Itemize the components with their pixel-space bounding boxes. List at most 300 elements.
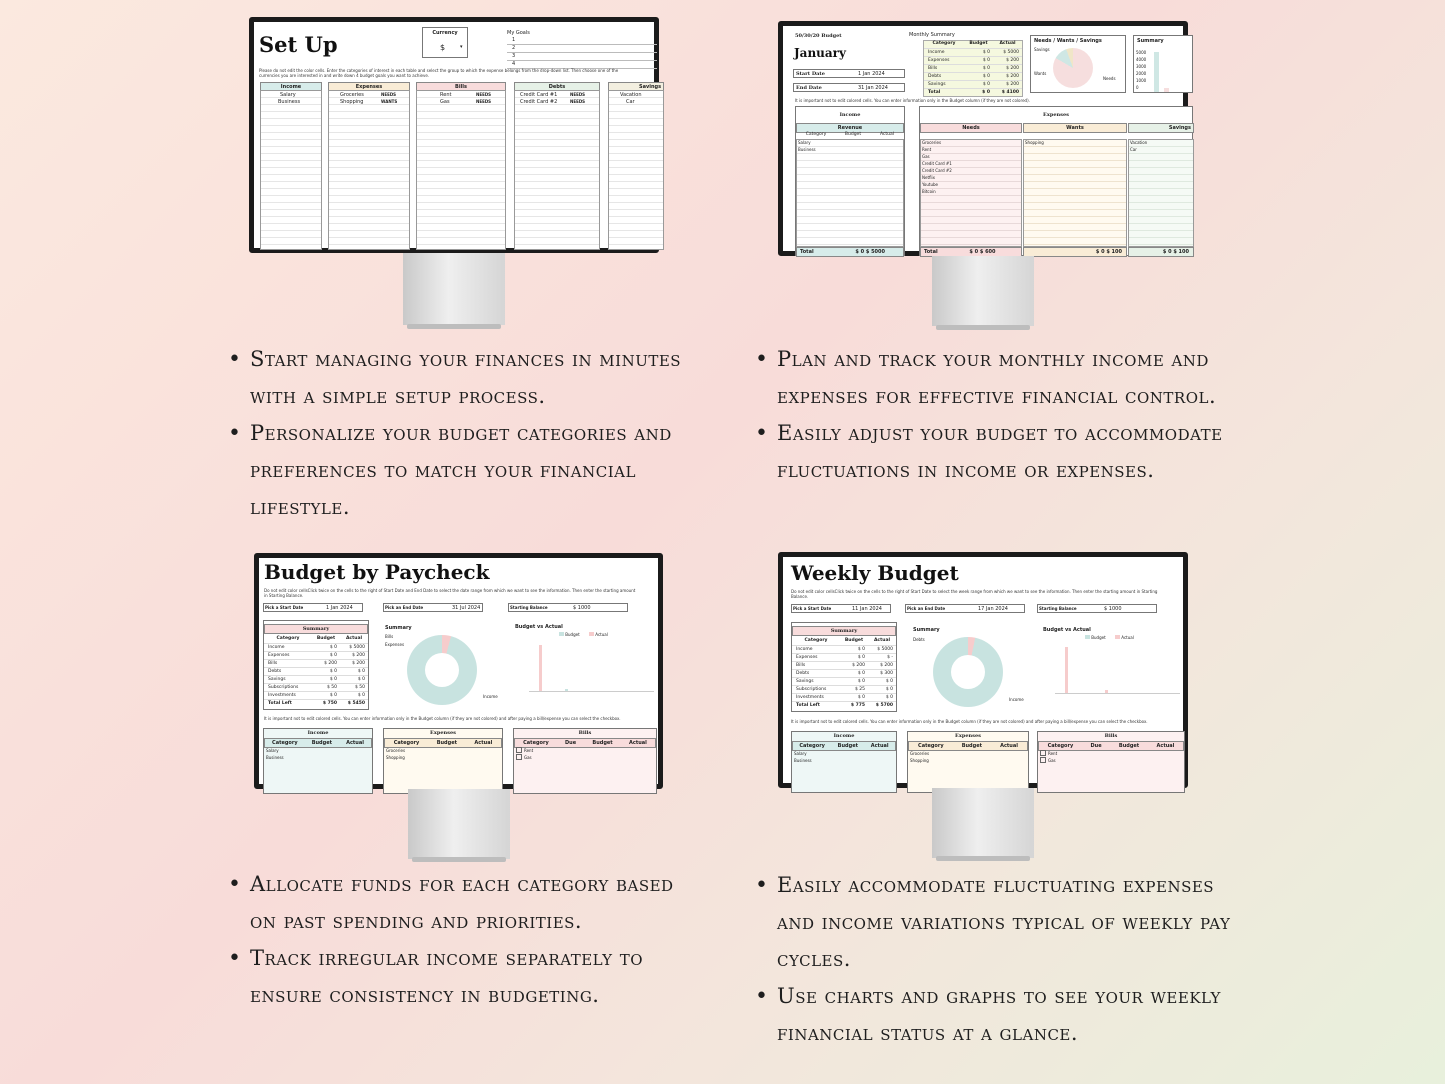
needs-item: Rent [922, 147, 932, 152]
summary-cell: $ 200 [880, 663, 893, 668]
col-header: Actual [879, 132, 895, 137]
summary-cell: Total Left [796, 703, 820, 708]
donut-label: Income [1009, 697, 1024, 702]
total-value: $ 0 $ 5000 [855, 249, 885, 255]
end-date-value[interactable]: 31 Jan 2024 [858, 85, 888, 91]
col-header: Actual [628, 740, 647, 746]
summary-row [792, 693, 896, 701]
col-header: Actual [999, 41, 1016, 46]
total-value: $ 0 $ 600 [969, 249, 996, 255]
income-item: Salary [798, 140, 811, 145]
summary-title: Summary [792, 626, 896, 636]
col-header: Budget [316, 636, 336, 641]
bills-table-headers [1038, 741, 1184, 751]
summary-row [924, 80, 1022, 88]
income-table-title: Income [833, 733, 855, 739]
summary-header-row [264, 636, 368, 641]
summary-rows [924, 48, 1022, 96]
summary-cell: $ 0 [857, 695, 865, 700]
goal-row[interactable]: 2 [507, 45, 657, 53]
start-date-label: Pick a Start Date [265, 605, 304, 610]
income-table[interactable] [260, 90, 322, 250]
summary-cell: Bills [928, 66, 938, 71]
bills-table-headers [514, 738, 656, 748]
group-tag[interactable]: NEEDS [570, 92, 586, 97]
summary-row [264, 699, 368, 707]
currency-label: Currency [432, 30, 458, 36]
summary-cell: Income [796, 647, 813, 652]
summary-cell: $ - [887, 655, 893, 660]
weekly-screen [778, 552, 1188, 788]
total-label: Total [800, 249, 814, 255]
col-header: Category [805, 132, 827, 137]
expenses-table [383, 728, 503, 794]
goal-row[interactable]: 1 [507, 37, 657, 45]
summary-cell: $ 5000 [877, 647, 893, 652]
summary-cell: $ 5450 [347, 701, 365, 706]
col-header: Actual [346, 740, 364, 746]
currency-box[interactable] [422, 27, 468, 58]
end-date-row[interactable] [793, 83, 905, 92]
summary-cell: Total Left [268, 701, 292, 706]
bill-checkbox[interactable] [1040, 757, 1046, 763]
summary-row [792, 645, 896, 653]
income-rows[interactable] [796, 139, 904, 247]
bills-table-title: Bills [578, 730, 592, 736]
debts-table-header: Debts [514, 82, 600, 92]
summary-row [264, 683, 368, 691]
col-header: Category [1047, 743, 1074, 749]
starting-balance-row[interactable] [1037, 604, 1157, 613]
summary-cell: $ 0 [329, 677, 337, 682]
monitor-stand [932, 256, 1034, 326]
summary-header-row [792, 638, 896, 643]
summary-cell: Savings [796, 679, 814, 684]
end-date-label: End Date [796, 85, 822, 91]
month-title: January [794, 46, 846, 60]
table-item: Salary [280, 92, 296, 98]
income-table [263, 728, 373, 794]
col-header: Category [272, 740, 298, 746]
summary-cell: $ 0 [982, 74, 990, 79]
legend-actual [589, 632, 608, 637]
group-tag[interactable]: NEEDS [570, 99, 586, 104]
bullet-item: • Personalize your budget categories and preferences to match your financial lifestyle. [230, 415, 700, 526]
col-header: Budget [969, 41, 988, 46]
axis-tick-label: 4000 [1136, 57, 1147, 62]
monitor-base [412, 857, 506, 862]
summary-cell: $ 0 [982, 82, 990, 87]
summary-cell: Debts [268, 669, 282, 674]
summary-row [792, 669, 896, 677]
summary-row [924, 48, 1022, 56]
summary-row [924, 72, 1022, 80]
group-tag[interactable]: WANTS [381, 99, 398, 104]
summary-cell: $ 200 [852, 663, 865, 668]
needs-item: Gas [922, 154, 930, 159]
starting-balance-row[interactable] [508, 603, 628, 612]
bar-income-actual [539, 645, 542, 691]
bullet-item: • Allocate funds for each category based on past spending and priorities. [230, 866, 700, 940]
legend-swatch [1115, 635, 1120, 639]
summary-cell: Savings [928, 82, 946, 87]
bill-checkbox[interactable] [516, 747, 522, 753]
table-item: Rent [440, 92, 452, 98]
axis-tick-label: 0 [1136, 85, 1139, 90]
summary-cell: Debts [928, 74, 942, 79]
income-item: Salary [266, 748, 279, 753]
summary-table [263, 620, 369, 710]
income-block [795, 106, 905, 256]
bills-item: Gas [524, 755, 532, 760]
summary-cell: $ 0 [885, 695, 893, 700]
summary-rows [792, 645, 896, 709]
expenses-table [907, 731, 1029, 793]
axis-tick-label: 3000 [1136, 64, 1147, 69]
table-item: Shopping [340, 99, 364, 105]
needs-item: Credit Card #1 [922, 161, 952, 166]
savings-header: Savings [1128, 123, 1194, 133]
col-header: Budget [311, 740, 332, 746]
donut-label: Expenses [385, 642, 405, 647]
summary-rows [264, 643, 368, 707]
monitor-base [936, 856, 1030, 861]
col-header: Actual [1156, 743, 1175, 749]
end-date-value[interactable]: 31 Jul 2024 [452, 605, 481, 611]
goal-row[interactable]: 3 [507, 53, 657, 61]
summary-cell: Subscriptions [268, 685, 299, 690]
start-date-value[interactable]: 1 Jan 2024 [326, 605, 353, 611]
total-value: $ 0 $ 100 [1095, 249, 1122, 255]
table-item: Vacation [620, 92, 642, 98]
summary-row [264, 675, 368, 683]
goals-list [507, 37, 657, 69]
expenses-table-title: Expenses [955, 733, 981, 739]
income-item: Business [794, 758, 812, 763]
col-header: Category [918, 743, 944, 749]
summary-row [264, 651, 368, 659]
legend-actual [1115, 635, 1134, 640]
summary-title: Summary [264, 624, 368, 634]
savings-item: Vacation [1130, 140, 1148, 145]
monitor-stand [403, 253, 505, 325]
summary-cell: $ 0 [329, 653, 337, 658]
end-date-row[interactable] [905, 604, 1025, 613]
expenses-item: Groceries [386, 748, 406, 753]
weekly-title: Weekly Budget [791, 561, 959, 585]
goals-label: My Goals [507, 30, 530, 36]
monthly-note: It is important not to edit colored cells. You can enter information only in the Budget column (if they are not colored). [795, 98, 1030, 103]
income-item: Business [266, 755, 284, 760]
total-label: Total [924, 249, 938, 255]
savings-total [1128, 247, 1194, 257]
weekly-instructions: Do not edit color cellsClick twice on the cells to the right of Start Date to select the week range from which we want to see the information. Then enter the starting amount in Starting Balance. [791, 589, 1158, 599]
donut-title: Summary [913, 627, 940, 633]
summary-cell: $ 0 [857, 671, 865, 676]
monitor-base [936, 325, 1030, 330]
expenses-table-headers [384, 738, 502, 748]
monthly-bullets [757, 341, 1257, 489]
summary-cell: $ 200 [1006, 66, 1019, 71]
summary-bar-expenses [1164, 88, 1169, 92]
needs-item: Youtube [922, 182, 938, 187]
end-date-label: Pick an End Date [385, 605, 424, 610]
monthly-summary-title: Monthly Summary [909, 32, 955, 38]
summary-cell: $ 0 [857, 647, 865, 652]
total-value: $ 0 $ 100 [1162, 249, 1189, 255]
expenses-table[interactable] [328, 90, 410, 250]
summary-cell: $ 200 [1006, 58, 1019, 63]
needs-item: Netflix [922, 175, 936, 180]
summary-chart-panel [1133, 35, 1193, 93]
col-header: Category [393, 740, 420, 746]
summary-cell: $ 50 [326, 685, 337, 690]
bill-checkbox[interactable] [1040, 750, 1046, 756]
end-date-row[interactable] [383, 603, 483, 612]
income-total [796, 247, 904, 257]
pie-label-wants: Wants [1034, 71, 1047, 76]
summary-cell: Investments [268, 693, 296, 698]
summary-row [264, 667, 368, 675]
expenses-item: Shopping [910, 758, 929, 763]
bills-table-header: Bills [416, 82, 506, 92]
summary-row [264, 691, 368, 699]
group-tag[interactable]: NEEDS [476, 92, 492, 97]
summary-cell: $ 0 [982, 58, 990, 63]
legend-swatch [589, 632, 594, 636]
pie-chart-panel [1030, 35, 1126, 93]
starting-balance-value[interactable]: $ 1000 [573, 605, 591, 611]
bills-table[interactable] [416, 90, 506, 250]
needs-item: Credit Card #2 [922, 168, 952, 173]
wants-total [1023, 247, 1127, 257]
col-header: Category [523, 740, 549, 746]
wants-header: Wants [1023, 123, 1127, 133]
summary-cell: $ 200 [352, 653, 365, 658]
summary-cell: $ 50 [354, 685, 365, 690]
bullet-item: • Plan and track your monthly income and expenses for effective financial control. [757, 341, 1257, 415]
col-header: Budget [592, 740, 613, 746]
bullet-item: • Track irregular income separately to ensure consistency in budgeting. [230, 940, 700, 1014]
revenue-header: Revenue [796, 123, 904, 133]
needs-item: Bitcoin [922, 189, 936, 194]
paycheck-screen [254, 553, 663, 789]
donut-hole [425, 653, 459, 687]
currency-value[interactable]: $ [440, 43, 446, 52]
bar-income-actual [1065, 647, 1068, 693]
donut-title: Summary [385, 625, 412, 631]
col-header: Budget [436, 740, 457, 746]
summary-cell: Expenses [268, 653, 290, 658]
bullet-item: • Use charts and graphs to see your weekly financial status at a glance. [757, 978, 1237, 1052]
start-date-value[interactable]: 11 Jan 2024 [852, 606, 882, 612]
monitor-stand [408, 789, 510, 859]
expenses-item: Groceries [910, 751, 930, 756]
savings-item: Car [1130, 147, 1137, 152]
summary-cell: $ 0 [857, 679, 865, 684]
donut-chart [407, 635, 477, 705]
summary-table [791, 622, 897, 712]
start-date-row[interactable] [263, 603, 363, 612]
bills-item: Gas [1048, 758, 1056, 763]
col-header: Budget [1118, 743, 1140, 749]
start-date-label: Start Date [796, 71, 825, 77]
group-tag[interactable]: NEEDS [476, 99, 492, 104]
savings-table-header: Savings [608, 82, 664, 92]
expenses-title: Expenses [1043, 112, 1069, 118]
legend-label: Budget [565, 632, 580, 637]
pie-label-needs: Needs [1103, 76, 1116, 81]
bullet-item: • Easily accommodate fluctuating expenses and income variations typical of weekly pay cycles. [757, 867, 1237, 978]
start-date-value[interactable]: 1 Jan 2024 [858, 71, 885, 77]
summary-cell: Bills [796, 663, 806, 668]
col-header: Category [276, 636, 300, 641]
bar-bills [565, 689, 568, 691]
summary-cell: Savings [268, 677, 286, 682]
summary-bar-income [1154, 52, 1159, 92]
summary-cell: $ 0 [857, 655, 865, 660]
legend-swatch [559, 632, 564, 636]
col-header: Category [799, 743, 825, 749]
starting-balance-label: Starting Balance [510, 605, 548, 610]
summary-cell: $ 0 [329, 645, 337, 650]
col-header: Actual [345, 636, 363, 641]
setup-instructions: Please do not edit the color cells. Enter the categories of interest in each table and select the group to which the expense belongs from the drop-down list. Then choose one of the currencies you are interested in and write down 4 budget goals you want to achieve. [259, 68, 619, 78]
needs-item: Groceries [922, 140, 942, 145]
table-item: Car [626, 99, 635, 105]
summary-cell: $ 200 [324, 661, 337, 666]
bar-chart-title: Budget vs Actual [515, 624, 563, 630]
starting-balance-value[interactable]: $ 1000 [1104, 606, 1122, 612]
expenses-table-header: Expenses [328, 82, 410, 92]
group-tag[interactable]: NEEDS [381, 92, 397, 97]
col-header: Actual [1000, 743, 1018, 749]
donut-chart [933, 637, 1003, 707]
income-table-headers [792, 741, 896, 751]
start-date-row[interactable] [791, 604, 891, 613]
summary-cell: $ 0 [357, 677, 365, 682]
summary-cell: Expenses [928, 58, 950, 63]
legend-budget [1085, 635, 1106, 640]
bar-chart-title: Budget vs Actual [1043, 627, 1091, 633]
table-item: Business [278, 99, 301, 105]
summary-row [792, 653, 896, 661]
donut-label: Income [483, 694, 498, 699]
end-date-value[interactable]: 17 Jan 2024 [978, 606, 1008, 612]
summary-row [792, 701, 896, 709]
col-header: Budget [961, 743, 982, 749]
start-date-row[interactable] [793, 69, 905, 78]
col-header: Due [565, 740, 577, 746]
summary-cell: Total [928, 90, 941, 95]
expenses-table-title: Expenses [430, 730, 456, 736]
summary-cell: Subscriptions [796, 687, 827, 692]
pie-chart [1053, 48, 1093, 88]
bill-checkbox[interactable] [516, 754, 522, 760]
bar-chart-area [1055, 645, 1180, 694]
paycheck-title: Budget by Paycheck [264, 560, 490, 584]
summary-cell: $ 0 [885, 687, 893, 692]
paycheck-bullets [230, 866, 700, 1014]
summary-cell: $ 5000 [349, 645, 365, 650]
summary-cell: $ 775 [850, 703, 865, 708]
summary-cell: Bills [268, 661, 278, 666]
income-item: Business [798, 147, 816, 152]
summary-cell: $ 4100 [1001, 90, 1019, 95]
monitor-base [407, 324, 501, 329]
debts-table[interactable] [514, 90, 600, 250]
monitor-stand [932, 788, 1034, 858]
summary-row [792, 677, 896, 685]
donut-label: Bills [385, 634, 394, 639]
col-header: Category [804, 638, 828, 643]
expenses-block [919, 106, 1193, 256]
goal-row[interactable]: 4 [507, 61, 657, 69]
summary-cell: $ 0 [982, 66, 990, 71]
savings-rows[interactable] [1128, 139, 1194, 247]
col-header: Budget [837, 743, 858, 749]
chevron-down-icon[interactable]: ▾ [460, 44, 463, 50]
savings-table[interactable] [608, 90, 664, 250]
bullet-item: • Start managing your finances in minutes with a simple setup process. [230, 341, 700, 415]
needs-header: Needs [920, 123, 1022, 133]
summary-cell: $ 200 [1006, 74, 1019, 79]
expenses-table-headers [908, 741, 1028, 751]
bills-table [513, 728, 657, 794]
summary-cell: $ 5700 [875, 703, 893, 708]
summary-cell: $ 0 [982, 50, 990, 55]
col-header: Category [932, 41, 956, 46]
bar-debts [1105, 690, 1108, 693]
summary-cell: $ 750 [322, 701, 337, 706]
summary-chart-title: Summary [1137, 38, 1164, 44]
axis-tick-label: 2000 [1136, 71, 1147, 76]
income-table-headers [264, 738, 372, 748]
setup-screen [249, 17, 662, 253]
axis-tick-label: 5000 [1136, 50, 1147, 55]
summary-row [924, 64, 1022, 72]
summary-cell: $ 0 [357, 693, 365, 698]
summary-cell: $ 0 [329, 693, 337, 698]
legend-label: Budget [1091, 635, 1106, 640]
income-table [791, 731, 897, 793]
summary-cell: Income [928, 50, 945, 55]
wants-rows[interactable] [1023, 139, 1127, 247]
table-item: Credit Card #1 [520, 92, 558, 98]
start-date-label: Pick a Start Date [793, 606, 832, 611]
summary-cell: Expenses [796, 655, 818, 660]
legend-label: Actual [1121, 635, 1134, 640]
summary-cell: $ 0 [357, 669, 365, 674]
legend-swatch [1085, 635, 1090, 639]
weekly-bullets [757, 867, 1237, 1052]
income-item: Salary [794, 751, 807, 756]
summary-cell: $ 200 [352, 661, 365, 666]
income-title: Income [839, 112, 861, 118]
bullet-item: • Easily adjust your budget to accommodate fluctuations in income or expenses. [757, 415, 1257, 489]
starting-balance-label: Starting Balance [1039, 606, 1077, 611]
paycheck-note: It is important not to edit colored cells. You can enter information only in the Budget column (if they are not colored) and after paying a bill/expense you can select the checkbox. [264, 716, 621, 721]
donut-label: Debts [913, 637, 925, 642]
summary-row [924, 56, 1022, 64]
monthly-summary-table [923, 40, 1023, 97]
col-header: Actual [870, 743, 889, 749]
legend-label: Actual [595, 632, 608, 637]
setup-title: Set Up [259, 32, 338, 57]
legend-budget [559, 632, 580, 637]
monthly-screen [778, 21, 1191, 256]
summary-row [264, 659, 368, 667]
